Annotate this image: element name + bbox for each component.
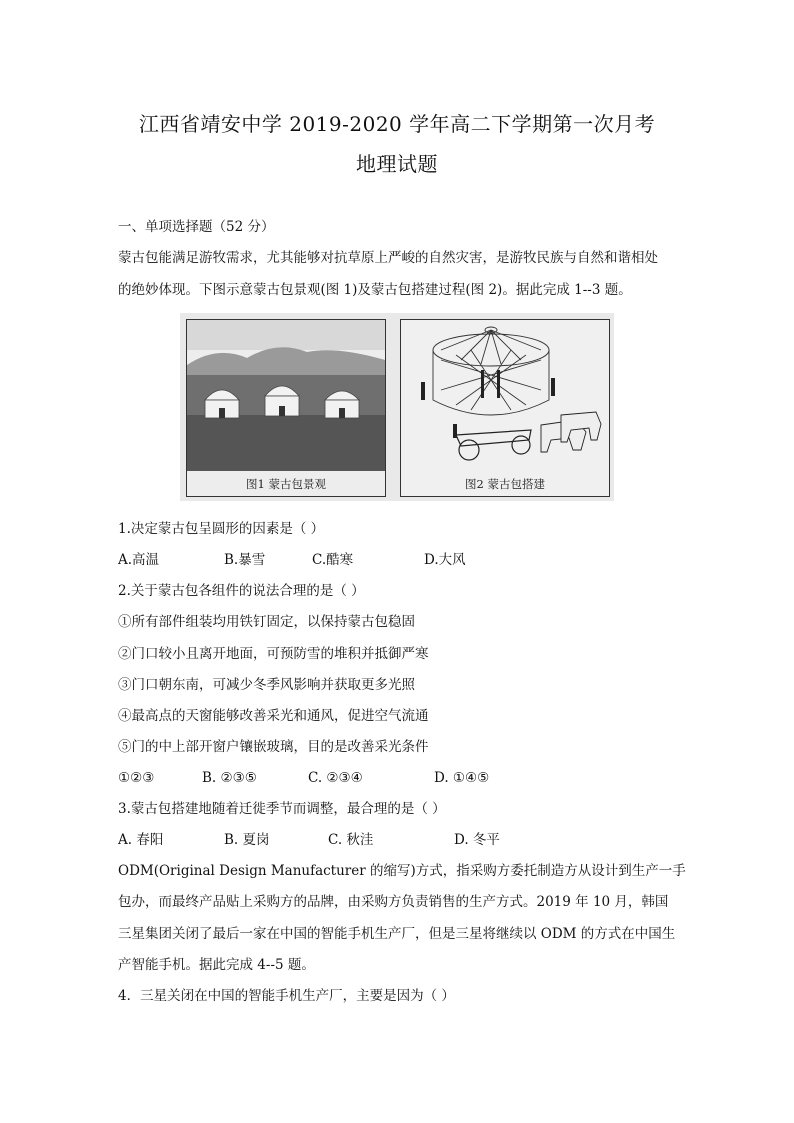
- yurt-landscape-photo: [187, 320, 385, 496]
- question-2-options: [118, 768, 489, 788]
- option-a: A. 春阳: [118, 832, 164, 848]
- intro-paragraph-line: 三星集团关闭了最后一家在中国的智能手机生产厂，但是三星将继续以 ODM 的方式在中国生: [118, 926, 676, 942]
- option-d: D.大风: [424, 552, 466, 568]
- option-b: B. 夏岗: [224, 832, 270, 848]
- section-heading: 一、单项选择题（52 分）: [118, 219, 275, 235]
- intro-paragraph-line: 蒙古包能满足游牧需求，尤其能够对抗草原上严峻的自然灾害，是游牧民族与自然和谐相处: [118, 250, 658, 266]
- intro-paragraph-line: 包办，而最终产品贴上采购方的品牌，由采购方负责销售的生产方式。2019 年 10 月，韩国: [118, 894, 669, 910]
- intro-paragraph-line: ODM(Original Design Manufacturer 的缩写)方式，指采购方委托制造方从设计到生产一手: [118, 863, 686, 879]
- option-a: A.高温: [118, 552, 160, 568]
- document-title: 江西省靖安中学 2019-2020 学年高二下学期第一次月考: [138, 112, 656, 136]
- option-c: C.酷寒: [312, 552, 354, 568]
- question-3-stem: 3.蒙古包搭建地随着迁徙季节而调整，最合理的是（ ）: [118, 801, 446, 817]
- question-2-item: ②门口较小且离开地面，可预防雪的堆积并抵御严寒: [118, 646, 429, 662]
- question-2-item: ①所有部件组装均用铁钉固定，以保持蒙古包稳固: [118, 614, 415, 630]
- question-1-options: [118, 550, 466, 570]
- intro-paragraph-line: 产智能手机。据此完成 4--5 题。: [118, 957, 315, 973]
- yurt-construction-drawing: [401, 320, 609, 496]
- question-2-stem: 2.关于蒙古包各组件的说法合理的是（ ）: [118, 583, 365, 599]
- document-subtitle: 地理试题: [356, 152, 438, 176]
- option-c: C. ②③④: [308, 770, 363, 786]
- question-1-stem: 1.决定蒙古包呈圆形的因素是（ ）: [118, 521, 325, 537]
- question-3-options: [118, 830, 500, 850]
- option-d: D. ①④⑤: [434, 770, 490, 786]
- option-a: ①②③: [118, 770, 155, 786]
- figure-panel: [180, 313, 614, 501]
- question-2-item: ③门口朝东南，可减少冬季风影响并获取更多光照: [118, 677, 415, 693]
- intro-paragraph-line: 的绝妙体现。下图示意蒙古包景观(图 1)及蒙古包搭建过程(图 2)。据此完成 1--3 题。: [118, 282, 632, 298]
- figure-2-caption: 图2 蒙古包搭建: [465, 477, 545, 491]
- option-b: B.暴雪: [224, 552, 266, 568]
- figure-2-yurt-construction: [400, 319, 610, 497]
- figure-1-caption: 图1 蒙古包景观: [246, 477, 326, 491]
- question-2-item: ⑤门的中上部开窗户镶嵌玻璃，目的是改善采光条件: [118, 739, 429, 755]
- option-b: B. ②③⑤: [202, 770, 257, 786]
- question-4-stem: 4．三星关闭在中国的智能手机生产厂，主要是因为（ ）: [118, 988, 455, 1004]
- option-c: C. 秋洼: [328, 832, 374, 848]
- option-d: D. 冬平: [454, 832, 500, 848]
- figure-1-yurt-landscape: [186, 319, 386, 497]
- question-2-item: ④最高点的天窗能够改善采光和通风，促进空气流通: [118, 708, 429, 724]
